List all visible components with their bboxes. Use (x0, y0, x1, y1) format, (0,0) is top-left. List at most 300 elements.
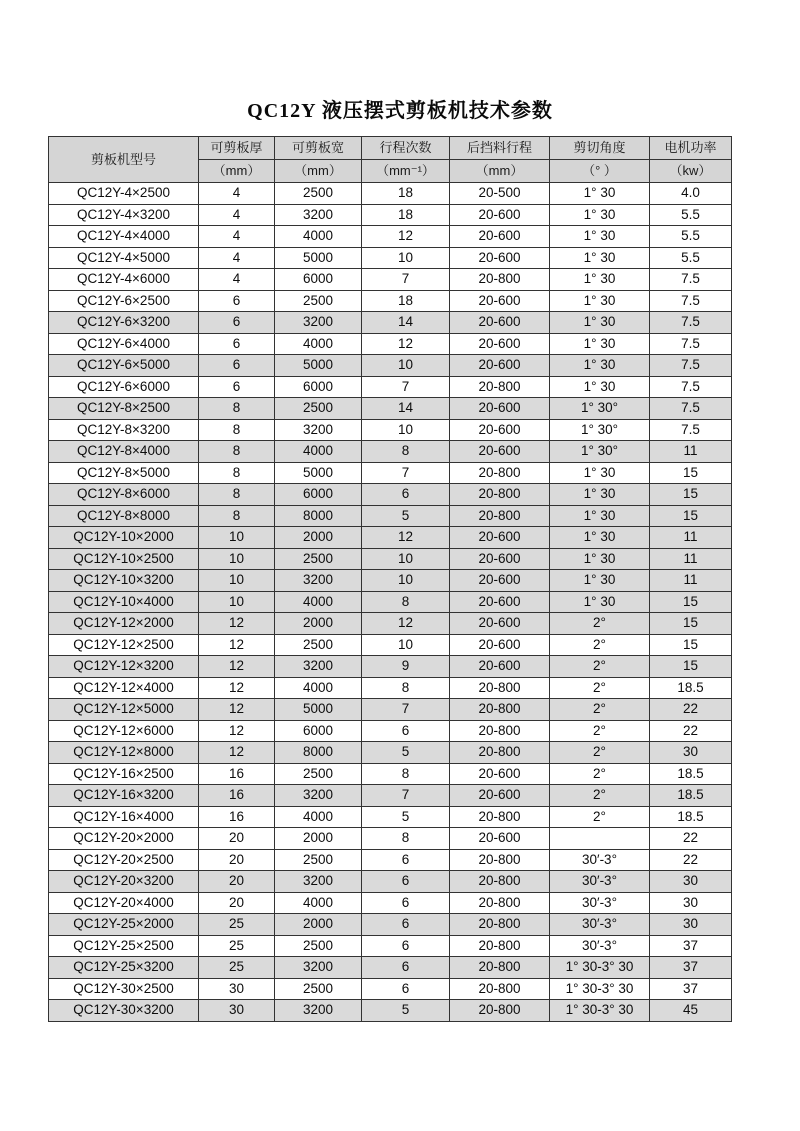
cell-backgauge: 20-600 (450, 828, 550, 850)
cell-model: QC12Y-8×3200 (49, 419, 199, 441)
cell-angle: 1° 30 (550, 312, 650, 334)
header-power: 电机功率 (650, 137, 732, 160)
cell-angle: 1° 30° (550, 398, 650, 420)
cell-strokes: 8 (362, 591, 450, 613)
cell-power: 22 (650, 849, 732, 871)
cell-strokes: 6 (362, 935, 450, 957)
cell-angle: 2° (550, 806, 650, 828)
cell-backgauge: 20-800 (450, 505, 550, 527)
cell-strokes: 6 (362, 484, 450, 506)
header-thickness-unit: （mm） (199, 160, 275, 183)
cell-strokes: 14 (362, 398, 450, 420)
page-title: QC12Y 液压摆式剪板机技术参数 (247, 100, 553, 122)
cell-model: QC12Y-16×4000 (49, 806, 199, 828)
cell-width: 3200 (275, 957, 362, 979)
cell-backgauge: 20-800 (450, 462, 550, 484)
cell-model: QC12Y-12×2000 (49, 613, 199, 635)
table-row (49, 1000, 732, 1022)
table-row (49, 892, 732, 914)
cell-width: 2500 (275, 398, 362, 420)
cell-strokes: 7 (362, 376, 450, 398)
cell-angle: 1° 30 (550, 355, 650, 377)
cell-model: QC12Y-12×8000 (49, 742, 199, 764)
cell-power: 7.5 (650, 333, 732, 355)
cell-power: 45 (650, 1000, 732, 1022)
table-row (49, 957, 732, 979)
cell-model: QC12Y-10×2000 (49, 527, 199, 549)
cell-strokes: 9 (362, 656, 450, 678)
cell-model: QC12Y-4×4000 (49, 226, 199, 248)
cell-power: 15 (650, 634, 732, 656)
cell-backgauge: 20-800 (450, 720, 550, 742)
table-row (49, 333, 732, 355)
cell-thickness: 6 (199, 355, 275, 377)
cell-angle: 1° 30 (550, 204, 650, 226)
cell-thickness: 12 (199, 677, 275, 699)
cell-thickness: 20 (199, 828, 275, 850)
cell-model: QC12Y-25×2500 (49, 935, 199, 957)
table-row (49, 871, 732, 893)
cell-angle: 1° 30 (550, 247, 650, 269)
cell-power: 15 (650, 462, 732, 484)
cell-power: 15 (650, 613, 732, 635)
cell-angle: 2° (550, 656, 650, 678)
table-row (49, 699, 732, 721)
cell-angle: 1° 30 (550, 591, 650, 613)
cell-angle: 1° 30 (550, 548, 650, 570)
cell-thickness: 4 (199, 269, 275, 291)
cell-backgauge: 20-800 (450, 935, 550, 957)
cell-backgauge: 20-800 (450, 742, 550, 764)
cell-model: QC12Y-10×3200 (49, 570, 199, 592)
cell-strokes: 6 (362, 978, 450, 1000)
cell-backgauge: 20-800 (450, 376, 550, 398)
cell-power: 22 (650, 720, 732, 742)
cell-backgauge: 20-800 (450, 914, 550, 936)
table-row (49, 376, 732, 398)
cell-power: 30 (650, 742, 732, 764)
cell-backgauge: 20-800 (450, 699, 550, 721)
cell-width: 4000 (275, 441, 362, 463)
cell-power: 15 (650, 656, 732, 678)
cell-strokes: 12 (362, 613, 450, 635)
table-row (49, 398, 732, 420)
table-row (49, 462, 732, 484)
cell-angle: 2° (550, 785, 650, 807)
spec-table (48, 136, 732, 1022)
cell-thickness: 16 (199, 806, 275, 828)
cell-strokes: 8 (362, 828, 450, 850)
cell-backgauge: 20-600 (450, 312, 550, 334)
cell-angle: 1° 30 (550, 333, 650, 355)
cell-width: 4000 (275, 226, 362, 248)
cell-width: 6000 (275, 720, 362, 742)
cell-backgauge: 20-800 (450, 484, 550, 506)
table-row (49, 742, 732, 764)
cell-model: QC12Y-30×3200 (49, 1000, 199, 1022)
cell-strokes: 5 (362, 742, 450, 764)
cell-backgauge: 20-800 (450, 677, 550, 699)
cell-model: QC12Y-8×2500 (49, 398, 199, 420)
cell-width: 8000 (275, 505, 362, 527)
cell-model: QC12Y-4×6000 (49, 269, 199, 291)
header-row-labels (49, 137, 732, 160)
cell-angle: 1° 30-3° 30 (550, 957, 650, 979)
cell-width: 3200 (275, 871, 362, 893)
cell-angle: 30′-3° (550, 892, 650, 914)
cell-backgauge: 20-600 (450, 290, 550, 312)
table-row (49, 914, 732, 936)
cell-power: 18.5 (650, 677, 732, 699)
cell-power: 7.5 (650, 355, 732, 377)
cell-strokes: 6 (362, 871, 450, 893)
cell-angle: 30′-3° (550, 935, 650, 957)
cell-backgauge: 20-600 (450, 527, 550, 549)
cell-model: QC12Y-6×2500 (49, 290, 199, 312)
cell-angle: 1° 30 (550, 462, 650, 484)
cell-model: QC12Y-4×3200 (49, 204, 199, 226)
cell-angle: 1° 30 (550, 269, 650, 291)
cell-thickness: 12 (199, 720, 275, 742)
table-row (49, 677, 732, 699)
table-row (49, 613, 732, 635)
table-row (49, 204, 732, 226)
cell-angle: 1° 30 (550, 505, 650, 527)
cell-thickness: 20 (199, 849, 275, 871)
cell-width: 3200 (275, 570, 362, 592)
cell-width: 5000 (275, 699, 362, 721)
cell-power: 18.5 (650, 785, 732, 807)
cell-power: 7.5 (650, 419, 732, 441)
cell-power: 37 (650, 935, 732, 957)
cell-angle: 30′-3° (550, 914, 650, 936)
cell-backgauge: 20-600 (450, 333, 550, 355)
cell-model: QC12Y-12×6000 (49, 720, 199, 742)
cell-width: 3200 (275, 785, 362, 807)
cell-power: 7.5 (650, 269, 732, 291)
cell-width: 4000 (275, 333, 362, 355)
cell-power: 37 (650, 957, 732, 979)
header-angle: 剪切角度 (550, 137, 650, 160)
cell-angle: 1° 30° (550, 441, 650, 463)
cell-thickness: 25 (199, 957, 275, 979)
cell-model: QC12Y-25×2000 (49, 914, 199, 936)
cell-backgauge: 20-800 (450, 1000, 550, 1022)
cell-width: 5000 (275, 355, 362, 377)
table-row (49, 419, 732, 441)
cell-thickness: 8 (199, 484, 275, 506)
table-row (49, 763, 732, 785)
cell-width: 5000 (275, 247, 362, 269)
cell-angle: 1° 30° (550, 419, 650, 441)
cell-thickness: 8 (199, 462, 275, 484)
cell-width: 2000 (275, 914, 362, 936)
cell-thickness: 25 (199, 914, 275, 936)
cell-backgauge: 20-600 (450, 591, 550, 613)
cell-angle: 2° (550, 634, 650, 656)
cell-model: QC12Y-25×3200 (49, 957, 199, 979)
cell-strokes: 8 (362, 441, 450, 463)
table-row (49, 290, 732, 312)
cell-backgauge: 20-800 (450, 978, 550, 1000)
cell-strokes: 12 (362, 527, 450, 549)
table-row (49, 849, 732, 871)
cell-strokes: 7 (362, 785, 450, 807)
table-row (49, 548, 732, 570)
cell-width: 6000 (275, 269, 362, 291)
cell-width: 3200 (275, 204, 362, 226)
cell-thickness: 30 (199, 978, 275, 1000)
cell-strokes: 5 (362, 806, 450, 828)
table-row (49, 183, 732, 205)
cell-power: 15 (650, 484, 732, 506)
cell-backgauge: 20-600 (450, 613, 550, 635)
cell-strokes: 12 (362, 333, 450, 355)
cell-strokes: 6 (362, 914, 450, 936)
cell-strokes: 7 (362, 462, 450, 484)
cell-strokes: 7 (362, 269, 450, 291)
table-row (49, 484, 732, 506)
cell-backgauge: 20-600 (450, 763, 550, 785)
cell-model: QC12Y-30×2500 (49, 978, 199, 1000)
cell-thickness: 12 (199, 613, 275, 635)
cell-thickness: 16 (199, 763, 275, 785)
header-model: 剪板机型号 (49, 137, 199, 183)
cell-backgauge: 20-800 (450, 269, 550, 291)
cell-angle: 1° 30-3° 30 (550, 1000, 650, 1022)
header-width-unit: （mm） (275, 160, 362, 183)
cell-width: 2000 (275, 828, 362, 850)
cell-thickness: 6 (199, 333, 275, 355)
cell-power: 18.5 (650, 806, 732, 828)
cell-power: 22 (650, 828, 732, 850)
cell-thickness: 10 (199, 591, 275, 613)
table-row (49, 312, 732, 334)
cell-strokes: 8 (362, 677, 450, 699)
cell-power: 5.5 (650, 226, 732, 248)
header-thickness: 可剪板厚 (199, 137, 275, 160)
table-row (49, 720, 732, 742)
cell-width: 2500 (275, 849, 362, 871)
cell-power: 37 (650, 978, 732, 1000)
cell-strokes: 12 (362, 226, 450, 248)
cell-strokes: 10 (362, 355, 450, 377)
cell-thickness: 8 (199, 419, 275, 441)
cell-power: 18.5 (650, 763, 732, 785)
cell-power: 5.5 (650, 204, 732, 226)
cell-thickness: 4 (199, 226, 275, 248)
cell-thickness: 12 (199, 634, 275, 656)
cell-model: QC12Y-20×3200 (49, 871, 199, 893)
cell-power: 15 (650, 505, 732, 527)
cell-thickness: 10 (199, 527, 275, 549)
cell-width: 4000 (275, 677, 362, 699)
cell-strokes: 18 (362, 183, 450, 205)
cell-width: 2500 (275, 763, 362, 785)
cell-model: QC12Y-8×4000 (49, 441, 199, 463)
cell-angle: 1° 30 (550, 484, 650, 506)
cell-thickness: 6 (199, 376, 275, 398)
cell-width: 3200 (275, 656, 362, 678)
table-row (49, 806, 732, 828)
cell-backgauge: 20-600 (450, 656, 550, 678)
cell-angle: 1° 30-3° 30 (550, 978, 650, 1000)
cell-power: 22 (650, 699, 732, 721)
cell-backgauge: 20-500 (450, 183, 550, 205)
table-row (49, 505, 732, 527)
cell-angle: 2° (550, 613, 650, 635)
cell-thickness: 25 (199, 935, 275, 957)
cell-angle: 1° 30 (550, 527, 650, 549)
cell-model: QC12Y-20×4000 (49, 892, 199, 914)
cell-model: QC12Y-6×3200 (49, 312, 199, 334)
cell-thickness: 10 (199, 548, 275, 570)
cell-backgauge: 20-600 (450, 226, 550, 248)
cell-angle: 2° (550, 677, 650, 699)
cell-strokes: 6 (362, 892, 450, 914)
cell-model: QC12Y-12×2500 (49, 634, 199, 656)
cell-width: 4000 (275, 591, 362, 613)
cell-backgauge: 20-600 (450, 204, 550, 226)
cell-backgauge: 20-600 (450, 247, 550, 269)
header-power-unit: （kw） (650, 160, 732, 183)
header-angle-unit: （° ） (550, 160, 650, 183)
cell-backgauge: 20-800 (450, 806, 550, 828)
cell-angle: 2° (550, 763, 650, 785)
cell-model: QC12Y-10×4000 (49, 591, 199, 613)
cell-angle: 1° 30 (550, 570, 650, 592)
cell-model: QC12Y-20×2000 (49, 828, 199, 850)
cell-model: QC12Y-4×5000 (49, 247, 199, 269)
cell-thickness: 12 (199, 742, 275, 764)
cell-angle: 2° (550, 720, 650, 742)
cell-angle: 1° 30 (550, 183, 650, 205)
cell-model: QC12Y-12×4000 (49, 677, 199, 699)
cell-width: 6000 (275, 484, 362, 506)
table-row (49, 570, 732, 592)
cell-backgauge: 20-800 (450, 892, 550, 914)
cell-model: QC12Y-8×5000 (49, 462, 199, 484)
cell-thickness: 10 (199, 570, 275, 592)
cell-backgauge: 20-600 (450, 570, 550, 592)
cell-model: QC12Y-6×4000 (49, 333, 199, 355)
table-row (49, 828, 732, 850)
cell-model: QC12Y-8×6000 (49, 484, 199, 506)
cell-power: 11 (650, 570, 732, 592)
cell-angle: 30′-3° (550, 849, 650, 871)
cell-width: 6000 (275, 376, 362, 398)
cell-model: QC12Y-6×6000 (49, 376, 199, 398)
cell-model: QC12Y-10×2500 (49, 548, 199, 570)
cell-backgauge: 20-600 (450, 634, 550, 656)
cell-thickness: 6 (199, 312, 275, 334)
cell-model: QC12Y-12×3200 (49, 656, 199, 678)
cell-power: 11 (650, 548, 732, 570)
cell-thickness: 16 (199, 785, 275, 807)
cell-power: 30 (650, 892, 732, 914)
cell-angle: 30′-3° (550, 871, 650, 893)
cell-model: QC12Y-12×5000 (49, 699, 199, 721)
cell-strokes: 10 (362, 570, 450, 592)
cell-power: 11 (650, 527, 732, 549)
cell-strokes: 8 (362, 763, 450, 785)
cell-angle: 2° (550, 742, 650, 764)
cell-width: 4000 (275, 892, 362, 914)
cell-thickness: 12 (199, 699, 275, 721)
cell-thickness: 6 (199, 290, 275, 312)
header-strokes-unit: （mm⁻¹） (362, 160, 450, 183)
cell-width: 2500 (275, 634, 362, 656)
cell-strokes: 6 (362, 849, 450, 871)
cell-power: 11 (650, 441, 732, 463)
cell-strokes: 5 (362, 1000, 450, 1022)
table-header (49, 137, 732, 183)
table-row (49, 656, 732, 678)
cell-width: 2000 (275, 527, 362, 549)
table-row (49, 247, 732, 269)
cell-power: 4.0 (650, 183, 732, 205)
cell-thickness: 4 (199, 204, 275, 226)
cell-width: 2500 (275, 978, 362, 1000)
cell-thickness: 8 (199, 441, 275, 463)
cell-width: 8000 (275, 742, 362, 764)
cell-thickness: 12 (199, 656, 275, 678)
cell-model: QC12Y-16×3200 (49, 785, 199, 807)
table-row (49, 355, 732, 377)
cell-backgauge: 20-600 (450, 419, 550, 441)
cell-backgauge: 20-600 (450, 355, 550, 377)
cell-backgauge: 20-600 (450, 441, 550, 463)
cell-strokes: 6 (362, 720, 450, 742)
header-strokes: 行程次数 (362, 137, 450, 160)
cell-model: QC12Y-20×2500 (49, 849, 199, 871)
cell-power: 15 (650, 591, 732, 613)
table-row (49, 226, 732, 248)
cell-thickness: 30 (199, 1000, 275, 1022)
cell-strokes: 7 (362, 699, 450, 721)
cell-thickness: 20 (199, 871, 275, 893)
table-row (49, 785, 732, 807)
table-row (49, 634, 732, 656)
cell-width: 2000 (275, 613, 362, 635)
cell-backgauge: 20-800 (450, 871, 550, 893)
cell-strokes: 6 (362, 957, 450, 979)
header-backgauge-unit: （mm） (450, 160, 550, 183)
cell-width: 2500 (275, 548, 362, 570)
cell-power: 7.5 (650, 376, 732, 398)
cell-width: 3200 (275, 1000, 362, 1022)
cell-width: 2500 (275, 183, 362, 205)
cell-angle: 1° 30 (550, 226, 650, 248)
table-body (49, 183, 732, 1022)
cell-backgauge: 20-800 (450, 849, 550, 871)
cell-thickness: 20 (199, 892, 275, 914)
cell-strokes: 18 (362, 290, 450, 312)
cell-angle (550, 828, 650, 850)
cell-power: 7.5 (650, 398, 732, 420)
cell-model: QC12Y-8×8000 (49, 505, 199, 527)
cell-power: 7.5 (650, 290, 732, 312)
cell-width: 4000 (275, 806, 362, 828)
cell-angle: 1° 30 (550, 290, 650, 312)
cell-angle: 2° (550, 699, 650, 721)
cell-strokes: 10 (362, 548, 450, 570)
cell-strokes: 10 (362, 419, 450, 441)
table-row (49, 269, 732, 291)
cell-width: 2500 (275, 290, 362, 312)
table-row (49, 591, 732, 613)
cell-thickness: 8 (199, 505, 275, 527)
